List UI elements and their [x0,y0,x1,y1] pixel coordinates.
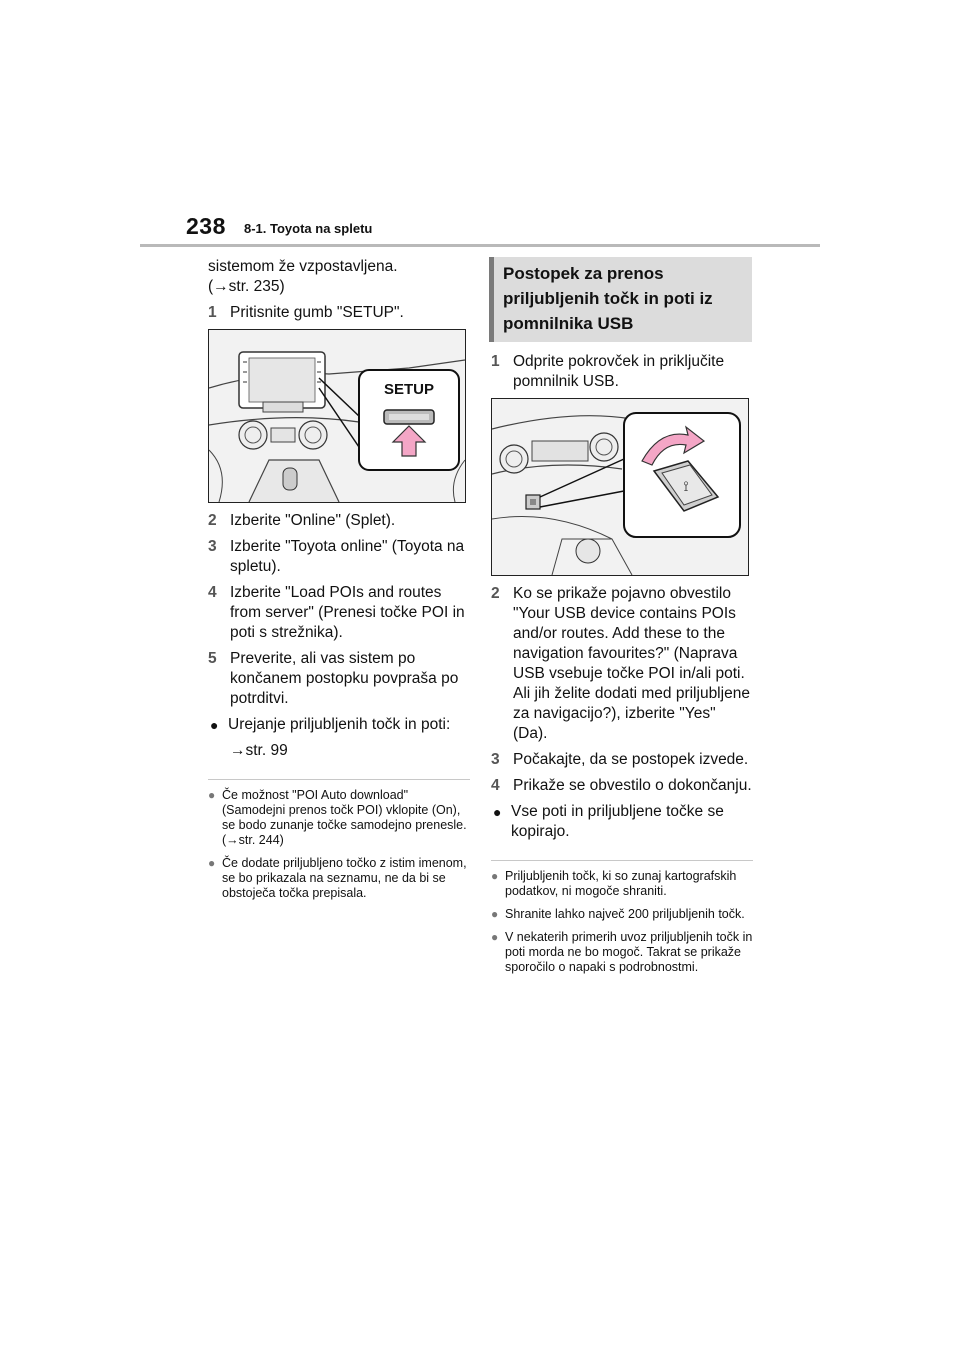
step-item [208,649,470,709]
page-number: 238 [186,213,226,239]
left-column [208,257,470,909]
bullet-text: Urejanje priljubljenih točk in poti: [228,716,451,733]
step-number: 3 [491,751,500,768]
step-item [491,776,753,796]
step-text: Izberite "Load POIs and routes from server" (Prenesi točke POI in poti s strežnika). [230,584,465,641]
console-illustration [492,399,748,575]
note-item [208,788,470,848]
note-text: Priljubljenih točk, ki so zunaj kartografskih podatkov, ni mogoče shraniti. [505,869,737,898]
notes-divider [491,860,753,861]
bullet-dot-icon: ● [210,717,219,733]
step-item [491,584,753,744]
step-number: 1 [208,304,217,321]
note-text: V nekaterih primerih uvoz priljubljenih točk in poti morda ne bo mogoč. Takrat se prikaže sporočilo o napaki s podrobnostmi. [505,930,753,974]
step-number: 5 [208,650,217,667]
step-text: Ko se prikaže pojavno obvestilo "Your USB device contains POIs and/or routes. Add these to the navigation favourites?" (Naprava USB vsebuje točke POI in/ali poti. Ali jih želite dodati med priljubljene za navigacijo?), izberite "Yes" (Da). [513,585,750,742]
bullet-item [208,715,470,735]
step-text: Prikaže se obvestilo o dokončanju. [513,777,752,794]
step-text: Pritisnite gumb "SETUP". [230,304,404,321]
usb-port-illustration [491,398,749,576]
subsection-heading: Postopek za prenos priljubljenih točk in poti iz pomnilnika USB [489,257,752,342]
step-number: 3 [208,538,217,555]
step-number: 4 [208,584,217,601]
note-item [208,856,470,901]
step-item [208,537,470,577]
usb-symbol-icon: ⟟ [683,479,689,495]
step-item [208,583,470,643]
notes-divider [208,779,470,780]
intro-line: sistemom že vzpostavljena. [208,258,398,275]
step-text: Izberite "Toyota online" (Toyota na spletu). [230,538,465,575]
bullet-dot-icon: ● [493,804,502,820]
section-title: 8-1. Toyota na spletu [244,221,373,236]
step-number: 4 [491,777,500,794]
bullet-reference: →str. 99 [230,742,288,759]
bullet-item [491,802,753,842]
dashboard-illustration [209,330,465,502]
step-number: 1 [491,353,500,370]
step-text: Izberite "Online" (Splet). [230,512,396,529]
note-text: Če dodate priljubljeno točko z istim imenom, se bo prikazala na seznamu, ne da bi se obstoječa točka prepisala. [222,856,467,900]
step-text: Odprite pokrovček in priključite pomnilnik USB. [513,353,725,390]
header-divider [140,244,820,247]
note-dot-icon: ● [491,930,499,944]
step-item [208,511,470,531]
note-text: Shranite lahko največ 200 priljubljenih točk. [505,907,745,921]
step-item [491,352,753,392]
step-number: 2 [208,512,217,529]
note-item [491,907,753,922]
note-dot-icon: ● [208,856,216,870]
note-text: Če možnost "POI Auto download" (Samodejni prenos točk POI) vklopite (On), se bodo zunanje točke samodejno prenesle. (→str. 244) [222,788,467,847]
step-item [208,303,470,323]
note-dot-icon: ● [491,869,499,883]
step-number: 2 [491,585,500,602]
right-column [491,257,753,983]
bullet-text: Vse poti in priljubljene točke se kopirajo. [511,803,724,840]
note-item [491,930,753,975]
note-dot-icon: ● [491,907,499,921]
note-item [491,869,753,899]
step-text: Počakajte, da se postopek izvede. [513,751,749,768]
setup-label: SETUP [383,381,435,398]
step-text: Preverite, ali vas sistem po končanem postopku povpraša po potrditvi. [230,650,459,707]
intro-reference: (→str. 235) [208,278,285,295]
setup-button-illustration [208,329,466,503]
step-item [491,750,753,770]
note-dot-icon: ● [208,788,216,802]
